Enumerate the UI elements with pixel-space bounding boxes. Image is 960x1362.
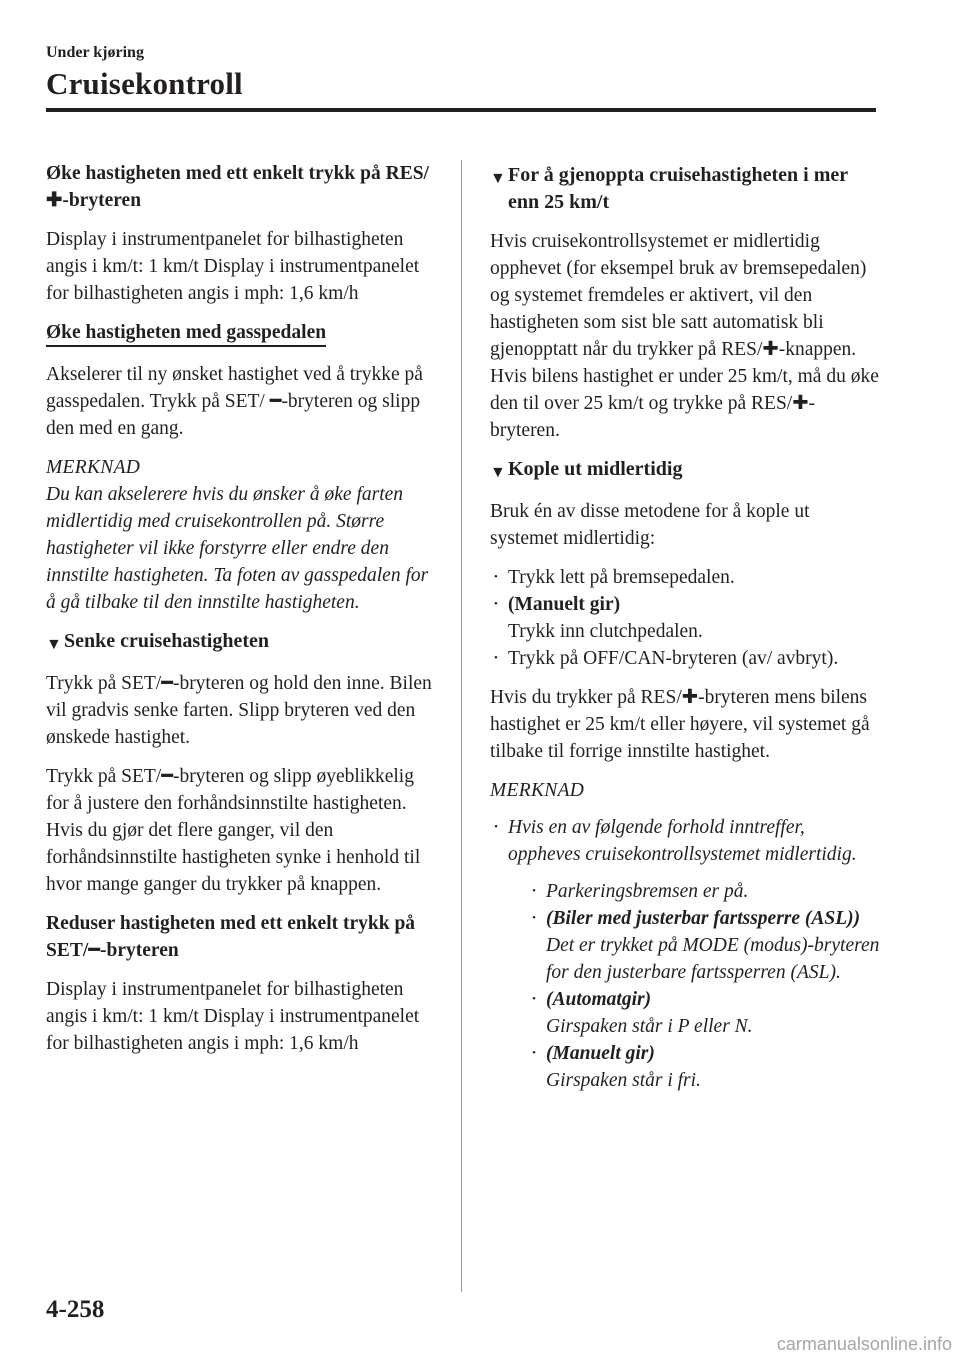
heading-increase-res: Øke hastigheten med ett enkelt trykk på RES/✚-bryteren [46, 163, 429, 211]
list-item-head: (Manuelt gir) [508, 594, 621, 615]
page-title: Cruisekontroll [46, 66, 243, 101]
paragraph: Hvis cruisekontrollsystemet er midlertidig opphevet (for eksempel bruk av bremsepedalen) og systemet fremdeles er aktivert, vil den hastigheten som sist ble satt automatisk bli gjenopptatt når du trykker på RES/✚-knappen. [490, 231, 867, 360]
list-item-text: Hvis en av følgende forhold inntreffer, oppheves cruisekontrollsystemet midlertidig. [508, 817, 857, 865]
note-title: MERKNAD [46, 457, 141, 478]
heading-increase-pedal: Øke hastigheten med gasspedalen [46, 321, 326, 347]
triangle-down-icon: ▼ [490, 464, 506, 481]
paragraph: Hvis bilens hastighet er under 25 km/t, må du øke den til over 25 km/t og trykke på RES/✚-bryteren. [490, 366, 879, 441]
left-column [46, 160, 441, 1069]
list-item: • Parkeringsbremsen er på. [528, 878, 880, 905]
note-text: Du kan akselerere hvis du ønsker å øke farten midlertidig med cruisekontrollen på. Større hastigheter vil ikke forstyrre eller endre den innstilte hastigheten. Ta foten av gasspedalen for å gå tilbake til den innstilte hastigheten. [46, 484, 429, 613]
section-heading [490, 456, 880, 486]
list-item [490, 591, 880, 645]
list-item-text: Trykk inn clutchpedalen. [508, 621, 703, 642]
column-divider [461, 160, 462, 1292]
section-heading [46, 628, 441, 658]
list-item: • Trykk på OFF/CAN-bryteren (av/ avbryt). [490, 645, 880, 672]
paragraph: Display i instrumentpanelet for bilhastigheten angis i km/t: 1 km/t Display i instrumentpanelet for bilhastigheten angis i mph: 1,6 km/h [46, 979, 420, 1054]
list-item [528, 905, 880, 986]
list-item: • Trykk lett på bremsepedalen. [490, 564, 880, 591]
page-number: 4-258 [46, 1296, 105, 1323]
list-item [528, 986, 880, 1040]
triangle-down-icon: ▼ [46, 636, 62, 653]
paragraph: Trykk på SET/━-bryteren og hold den inne. Bilen vil gradvis senke farten. Slipp bryteren ved den ønskede hastighet. [46, 673, 432, 748]
bullet-list [490, 564, 880, 672]
list-item [490, 814, 880, 1094]
section-heading-label: Kople ut midlertidig [508, 458, 683, 480]
note-list [490, 814, 880, 1094]
paragraph: Bruk én av disse metodene for å kople ut systemet midlertidig: [490, 501, 810, 549]
page-header [46, 44, 876, 102]
note-title: MERKNAD [490, 780, 585, 801]
sub-list [528, 878, 880, 1094]
list-item-head: (Automatgir) [546, 989, 652, 1010]
triangle-down-icon: ▼ [490, 170, 506, 187]
list-item-text: Det er trykket på MODE (modus)-bryteren for den justerbare fartssperren (ASL). [546, 935, 880, 983]
paragraph: Hvis du trykker på RES/✚-bryteren mens bilens hastighet er 25 km/t eller høyere, vil systemet gå tilbake til forrige innstilte hastighet. [490, 687, 870, 762]
watermark: carmanualsonline.info [776, 1334, 952, 1354]
section-heading-label: Senke cruisehastigheten [64, 630, 269, 652]
heading-reduce-set: Reduser hastigheten med ett enkelt trykk på SET/━-bryteren [46, 913, 416, 961]
list-item-head: (Manuelt gir) [546, 1043, 655, 1064]
section-heading [490, 162, 880, 216]
section-heading-label: For å gjenoppta cruisehastigheten i mer enn 25 km/t [508, 164, 848, 213]
right-column [490, 160, 880, 1106]
paragraph: Akselerer til ny ønsket hastighet ved å trykke på gasspedalen. Trykk på SET/ ━-bryteren og slipp den med en gang. [46, 364, 423, 439]
paragraph: Display i instrumentpanelet for bilhastigheten angis i km/t: 1 km/t Display i instrumentpanelet for bilhastigheten angis i mph: 1,6 km/h [46, 229, 420, 304]
header-rule [46, 108, 876, 112]
paragraph: Trykk på SET/━-bryteren og slipp øyeblikkelig for å justere den forhåndsinnstilte hastigheten. Hvis du gjør det flere ganger, vil den forhåndsinnstilte hastigheten synke i henhold til hvor mange ganger du trykker på knappen. [46, 766, 421, 895]
list-item-head: (Biler med justerbar fartssperre (ASL)) [546, 908, 861, 929]
list-item-text: Girspaken står i fri. [546, 1070, 701, 1091]
list-item-text: Girspaken står i P eller N. [546, 1016, 753, 1037]
section-label: Under kjøring [46, 44, 144, 61]
list-item [528, 1040, 880, 1094]
